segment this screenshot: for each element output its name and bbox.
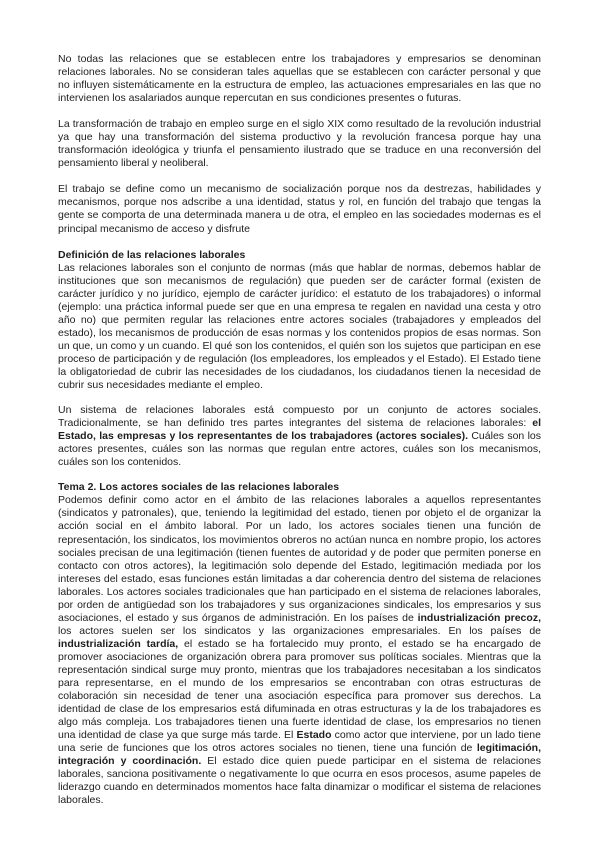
paragraph-actores-sociales [58, 494, 541, 807]
bold-text: legitimación, integración y coordinación. [58, 742, 541, 768]
text-run: Cuáles son los actores presentes, cuáles son las normas que regulan entre actores, cuáles son los mecanismos, cuáles son los contenidos. [58, 430, 541, 469]
paragraph-socializacion: El trabajo se define como un mecanismo de socialización porque nos da destrezas, habilidades y mecanismos, porque nos adscribe a una identidad, status y rol, en función del trabajo que tengas la gente se comporta de una determinada manera u de otra, el empleo en las sociedades modernas es el principal mecanismo de acceso y disfrute [58, 183, 541, 235]
paragraph-transformacion-trabajo: La transformación de trabajo en empleo surge en el siglo XIX como resultado de la revolución industrial ya que hay una transformación del sistema productivo y la revolución francesa porque hay una transformación ideológica y triunfa el pensamiento ilustrado que se traduce en una reconversión del pensamiento liberal y neoliberal. [58, 118, 541, 170]
bold-text: Estado [296, 729, 332, 742]
text-run: Podemos definir como actor en el ámbito de las relaciones laborales a aquellos representantes (sindicatos y patronales), que, teniendo la legitimidad del estado, tienen por objeto el de organizar la acción social en el ámbito laboral. Por un lado, los actores sociales tienen una función de representación, los sindicatos, los movimientos obreros no actúan nunca en nombre propio, los actores sociales precisan de una legitimación (tienen fuentes de autoridad y de poder que permiten ponerse en contacto con otros actores), la legitimación solo depende del Estado, legitimación mediada por los intereses del estado, esas funciones están limitadas a dar coherencia dentro del sistema de relaciones laborales. Los actores sociales tradicionales que han participado en el sistema de relaciones laborales, por orden de antigüedad son los trabajadores y sus organizaciones sindicales, los empresarios y sus asociaciones, el estado y sus órganos de administración. En los países de [58, 494, 541, 624]
paragraph-definicion: Las relaciones laborales son el conjunto de normas (más que hablar de normas, debemos hablar de instituciones que son mecanismos de regulación) que pueden ser de carácter formal (existen de carácter jurídico y no jurídico, ejemplo de carácter jurídico: el estatuto de los trabajadores) o informal (ejemplo: una práctica informal puede ser que en una empresa te regalen en navidad una cesta y otro año no) que permiten regular las relaciones entre actores sociales (trabajadores y empleados del estado), los mecanismos de producción de esas normas y los contenidos propios de esas normas. Son un que, un como y un cuando. El qué son los contenidos, el quién son los sujetos que participan en ese proceso de participación y de regulación (los empleadores, los empleados y el Estado). El Estado tiene la obligatoriedad de cubrir las necesidades de los ciudadanos, los ciudadanos tienen la necesidad de cubrir sus necesidades mediante el empleo. [58, 261, 541, 392]
bold-text: el Estado, las empresas y los representantes de los trabajadores (actores sociales). [58, 417, 541, 443]
heading-definicion: Definición de las relaciones laborales [58, 248, 246, 261]
text-run: los actores suelen ser los sindicatos y las organizaciones empresariales. En los países de [58, 624, 541, 637]
paragraph-sistema-actores [58, 404, 541, 469]
paragraph-relaciones-intro: No todas las relaciones que se establecen entre los trabajadores y empresarios se denominan relaciones laborales. No se consideran tales aquellas que se establecen con carácter personal y que no influyen sistemáticamente en la estructura de empleo, las actuaciones empresariales en las que no intervienen los asalariados aunque repercutan en sus condiciones presentes o futuras. [58, 53, 541, 105]
heading-tema-2: Tema 2. Los actores sociales de las relaciones laborales [58, 481, 340, 494]
bold-text: industrialización precoz, [417, 611, 541, 624]
text-run: el estado se ha fortalecido muy pronto, el estado se ha encargado de promover asociaciones de organización obrera para promover sus políticas sociales. Mientras que la representación sindical surge muy pronto, mientras que los trabajadores necesitaban a los sindicatos para representarse, en el mundo de los empresarios se encontraban con otras estructuras de colaboración sin necesidad de tener una asociación específica para promover sus derechos. La identidad de clase de los empresarios está difuminada en otras estructuras y la de los trabajadores es algo más compleja. Los trabajadores tienen una fuerte identidad de clase, los empresarios no tienen una identidad de clase ya que surge más tarde. El [58, 637, 541, 742]
text-run: como actor que interviene, por un lado tiene una serie de funciones que los otros actores sociales no tienen, tiene una función de [58, 729, 541, 755]
bold-text: industrialización tardía, [58, 637, 179, 650]
text-run: Un sistema de relaciones laborales está compuesto por un conjunto de actores sociales. Tradicionalmente, se han definido tres partes integrantes del sistema de relaciones laborales: [58, 404, 541, 430]
text-run: El estado dice quien puede participar en el sistema de relaciones laborales, sanciona positivamente o negativamente lo que ocurra en esos procesos, asume papeles de liderazgo cuando en determinados momentos hace falta dinamizar o modificar el sistema de relaciones laborales. [58, 755, 541, 807]
